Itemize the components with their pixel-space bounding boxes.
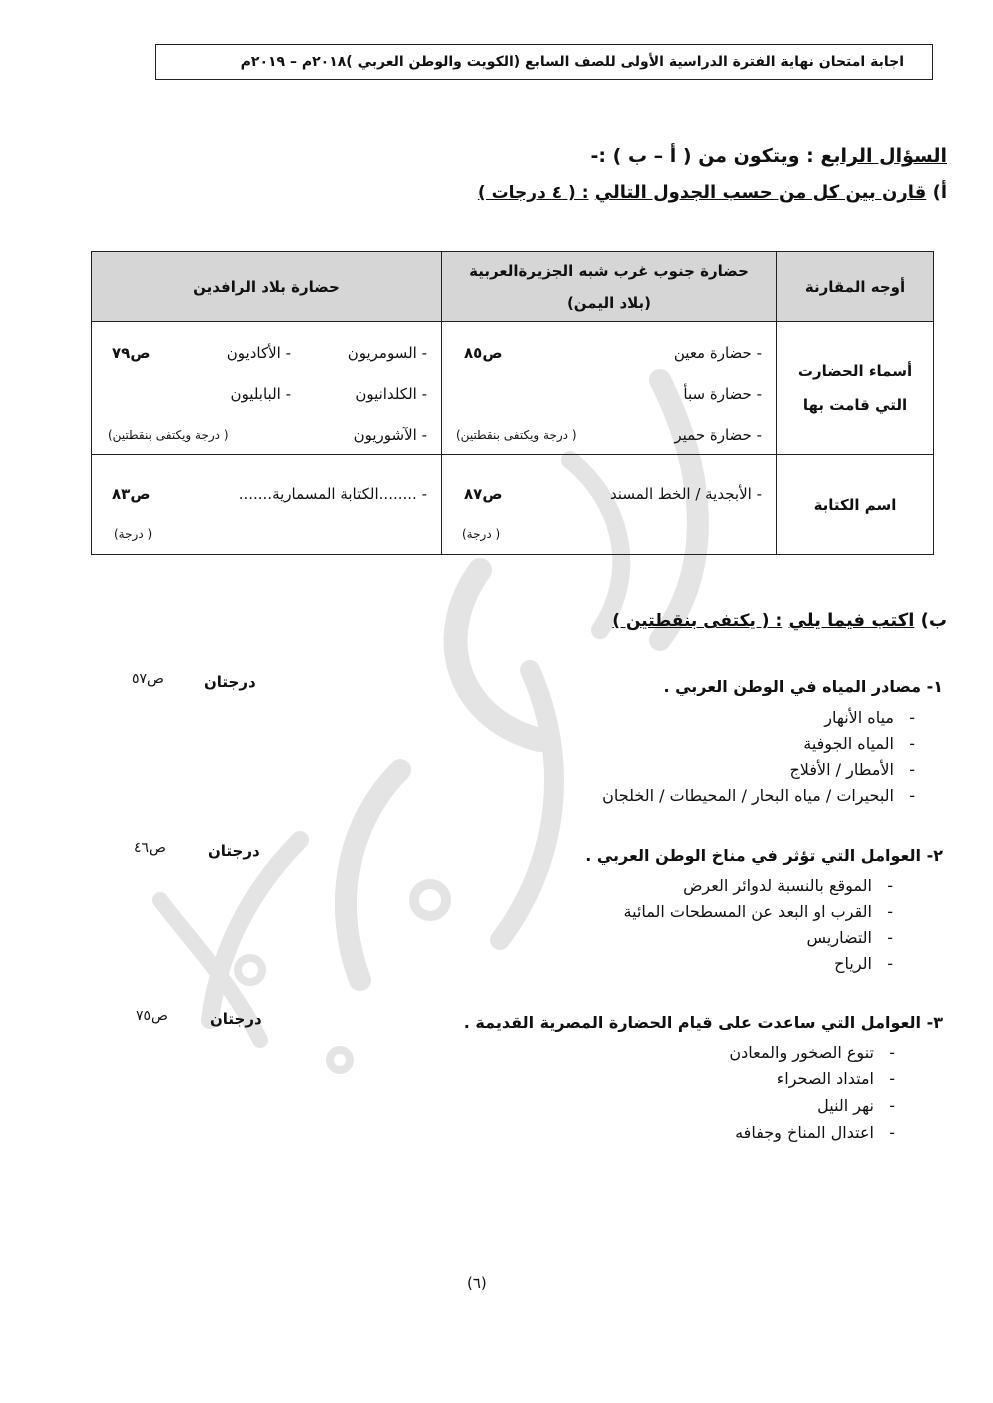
item-3-page-ref: ص٧٥ <box>136 1008 168 1024</box>
list-item: - الموقع بالنسبة لدوائر العرض <box>683 876 893 895</box>
meso-writing-grade: ( درجة) <box>114 527 153 541</box>
comparison-table <box>91 251 934 555</box>
table-row <box>92 455 934 555</box>
yemen-item: - حضارة معين <box>673 344 762 362</box>
aspect-writing: اسم الكتابة <box>777 455 934 555</box>
header-yemen-line1: حضارة جنوب غرب شبه الجزيرةالعربية <box>469 261 749 280</box>
question-composition: : ويتكون من ( أ – ب ) :- <box>590 145 814 167</box>
bullet-text: القرب او البعد عن المسطحات المائية <box>623 902 872 921</box>
bullet-text: مياه الأنهار <box>824 708 894 727</box>
list-item: - القرب او البعد عن المسطحات المائية <box>623 902 893 921</box>
mesopotamia-civilizations-cell <box>92 322 442 455</box>
list-item: - المياه الجوفية <box>803 734 915 753</box>
part-a-marks: : ( ٤ درجات ) <box>477 183 589 203</box>
yemen-page-ref: ص٨٥ <box>464 344 503 362</box>
bullet-text: الرياح <box>834 954 872 973</box>
header-aspect: أوجه المقارنة <box>777 252 934 322</box>
list-item: - تنوع الصخور والمعادن <box>729 1043 895 1062</box>
bullet-text: التضاريس <box>806 928 872 947</box>
yemen-writing-grade: ( درجة) <box>462 527 501 541</box>
part-a-label: أ) <box>932 182 947 203</box>
question-title: السؤال الرابع <box>820 145 947 167</box>
meso-page-ref: ص٧٩ <box>112 344 151 362</box>
bullet-text: البحيرات / مياه البحار / المحيطات / الخلجان <box>602 786 894 805</box>
item-2-page-ref: ص٤٦ <box>134 840 166 856</box>
item-1-page-ref: ص٥٧ <box>132 671 164 687</box>
bullet-text: امتداد الصحراء <box>776 1069 874 1088</box>
header-yemen-line2: (بلاد اليمن) <box>566 293 652 312</box>
meso-item: - الأكاديون <box>226 344 291 362</box>
part-a-heading <box>478 182 947 203</box>
item-1-title: ١- مصادر المياه في الوطن العربي . <box>663 677 943 696</box>
list-item: - التضاريس <box>806 928 893 947</box>
meso-item: - البابليون <box>230 385 291 403</box>
header-mesopotamia: حضارة بلاد الرافدين <box>92 252 442 322</box>
list-item: - البحيرات / مياه البحار / المحيطات / الخلجان <box>602 786 915 805</box>
list-item: - نهر النيل <box>817 1096 895 1115</box>
bullet-text: نهر النيل <box>817 1096 874 1115</box>
yemen-item: - حضارة سبأ <box>683 385 762 403</box>
meso-grade-note: ( درجة ويكتفى بنقطتين) <box>108 428 229 442</box>
part-b-marks: : ( يكتفى بنقطتين ) <box>612 611 783 631</box>
bullet-text: الأمطار / الأفلاج <box>789 760 894 779</box>
question-heading <box>591 145 947 167</box>
list-item: - الأمطار / الأفلاج <box>789 760 915 779</box>
part-b-heading <box>612 610 947 631</box>
item-2-degree: درجتان <box>208 842 260 860</box>
meso-writing-page-ref: ص٨٣ <box>112 485 151 503</box>
meso-item: - الكلدانيون <box>355 385 427 403</box>
table-header-row <box>92 252 934 322</box>
page-number: (٦) <box>467 1274 487 1292</box>
meso-writing: - ........الكتابة المسمارية....... <box>238 485 427 503</box>
yemen-writing: - الأبجدية / الخط المسند <box>609 485 762 503</box>
part-b-instruction: اكتب فيما يلي <box>788 610 915 631</box>
bullet-text: المياه الجوفية <box>803 734 894 753</box>
exam-header: اجابة امتحان نهاية الفترة الدراسية الأولى للصف السابع (الكويت والوطن العربي )٢٠١٨م – ٢٠١٩م <box>155 44 933 80</box>
item-1-degree: درجتان <box>204 673 256 691</box>
aspect-civilizations <box>777 322 934 455</box>
aspect-civilizations-line2: التي قامت بها <box>802 396 908 414</box>
list-item: - مياه الأنهار <box>824 708 915 727</box>
list-item: - الرياح <box>834 954 893 973</box>
item-2-title: ٢- العوامل التي تؤثر في مناخ الوطن العربي . <box>585 846 943 865</box>
meso-item: - السومريون <box>347 344 427 362</box>
item-3-title: ٣- العوامل التي ساعدت على قيام الحضارة المصرية القديمة . <box>463 1013 943 1032</box>
list-item: - اعتدال المناخ وجفافه <box>735 1123 895 1142</box>
mesopotamia-writing-cell <box>92 455 442 555</box>
yemen-writing-cell <box>442 455 777 555</box>
part-b-label: ب) <box>920 610 947 631</box>
bullet-text: الموقع بالنسبة لدوائر العرض <box>683 876 872 895</box>
header-yemen <box>442 252 777 322</box>
aspect-civilizations-line1: أسماء الحضارت <box>797 362 913 380</box>
part-a-instruction: قارن بين كل من حسب الجدول التالي <box>594 182 927 203</box>
item-3-degree: درجتان <box>210 1010 262 1028</box>
yemen-writing-page-ref: ص٨٧ <box>464 485 503 503</box>
meso-item: - الآشوريون <box>353 426 427 444</box>
bullet-text: تنوع الصخور والمعادن <box>729 1043 874 1062</box>
yemen-grade-note: ( درجة ويكتفى بنقطتين) <box>456 428 577 442</box>
list-item: - امتداد الصحراء <box>776 1069 895 1088</box>
table-row <box>92 322 934 455</box>
yemen-item: - حضارة حمير <box>674 426 762 444</box>
yemen-civilizations-cell <box>442 322 777 455</box>
bullet-text: اعتدال المناخ وجفافه <box>735 1123 874 1142</box>
